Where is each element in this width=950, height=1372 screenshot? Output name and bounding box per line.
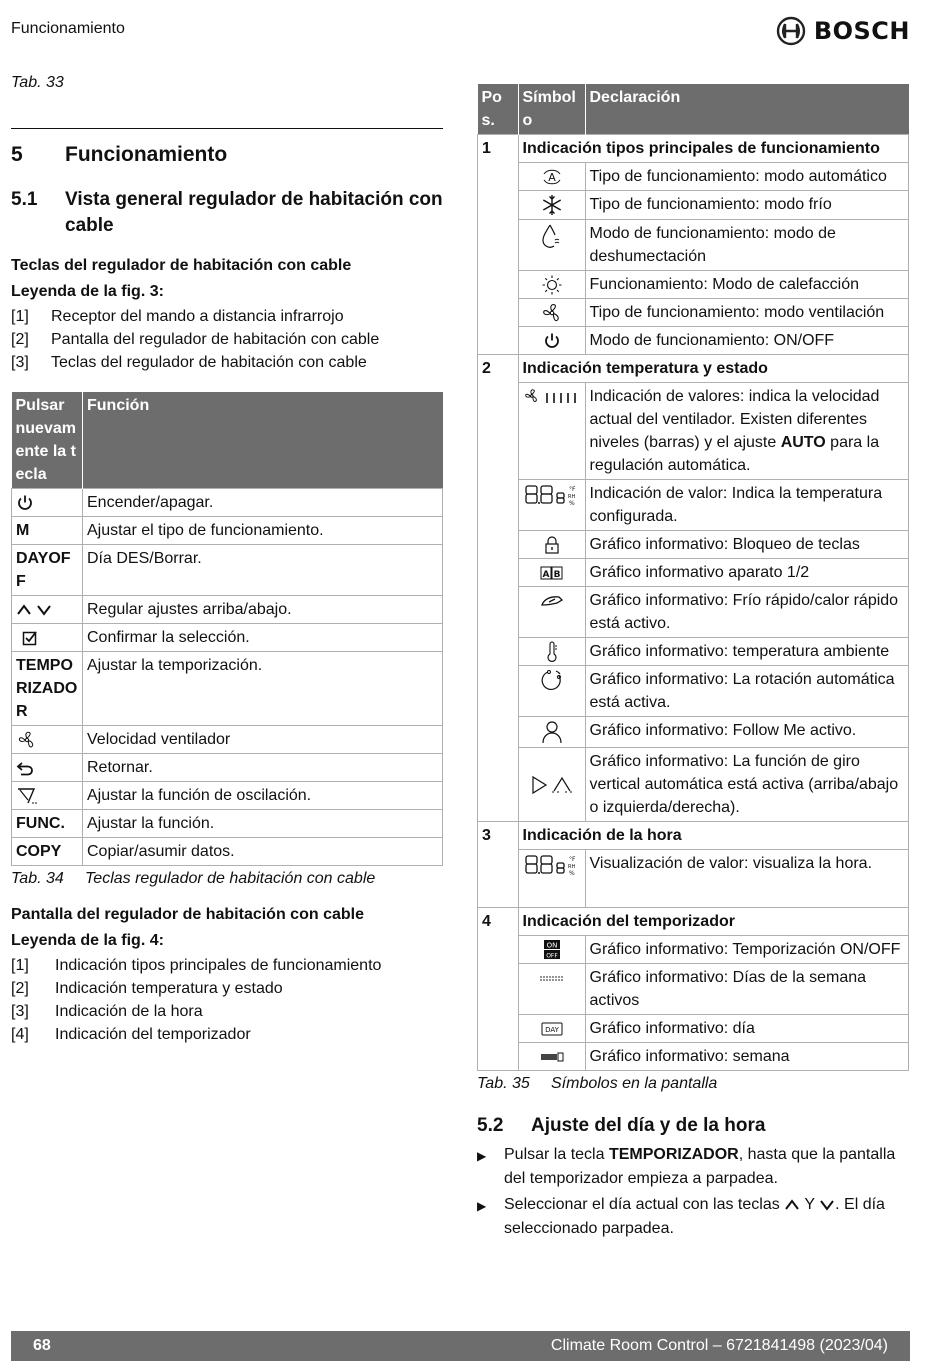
svg-text:A: A xyxy=(542,569,549,580)
fan-icon xyxy=(540,302,564,324)
display-title: Pantalla del regulador de habitación con cable xyxy=(11,906,364,923)
bosch-logo xyxy=(776,16,910,46)
table-row: Encender/apagar. xyxy=(12,489,443,517)
svg-text:%: % xyxy=(568,870,575,877)
ab-icon xyxy=(540,565,564,581)
document-id: Climate Room Control – 6721841498 (2023/04) xyxy=(550,1337,888,1354)
weekdays-icon xyxy=(539,973,565,983)
list-item: [2] Pantalla del regulador de habitación con cable xyxy=(11,331,380,348)
keys-legend-title: Leyenda de la fig. 3: xyxy=(11,283,164,300)
table-row: Confirmar la selección. xyxy=(12,624,443,652)
tab33-caption: Tab. 33 xyxy=(11,74,64,91)
table-header: Pos. xyxy=(478,84,519,135)
bullet-triangle-icon: ▶ xyxy=(477,1149,487,1163)
table-row: Modo de funcionamiento: ON/OFF xyxy=(478,327,909,355)
list-item: ▶ Pulsar la tecla TEMPORIZADOR, hasta que la pantalla del temporizador empieza a parpadea. xyxy=(477,1143,909,1191)
group-row: 2 Indicación temperatura y estado xyxy=(478,355,909,383)
table-row: °F RH % Indicación de valor: Indica la temperatura configurada. xyxy=(478,480,909,531)
table-row: Modo de funcionamiento: modo de deshumectación xyxy=(478,220,909,271)
svg-text:°F: °F xyxy=(568,486,575,493)
thermometer-icon xyxy=(544,641,560,663)
table-header: Función xyxy=(83,392,443,489)
table-row: Tipo de funcionamiento: modo ventilación xyxy=(478,299,909,327)
display-legend xyxy=(11,954,443,1046)
keys-legend xyxy=(11,305,443,374)
svg-text:OFF: OFF xyxy=(545,952,558,960)
chapter-rule xyxy=(11,128,443,129)
symbols-table xyxy=(477,84,909,1071)
keys-title: Teclas del regulador de habitación con cable xyxy=(11,257,352,274)
svg-text:B: B xyxy=(553,569,560,580)
turbo-icon xyxy=(539,593,565,609)
table-row: Gráfico informativo: Bloqueo de teclas xyxy=(478,531,909,559)
svg-text:RH: RH xyxy=(567,864,575,870)
group-row: 1 Indicación tipos principales de funcionamiento xyxy=(478,135,909,163)
table-row: A Tipo de funcionamiento: modo automático xyxy=(478,163,909,191)
table-row: DAY Gráfico informativo: día xyxy=(478,1015,909,1043)
section-number: 5.2 xyxy=(477,1115,504,1136)
seven-segment-icon xyxy=(524,852,580,880)
list-item: [2] Indicación temperatura y estado xyxy=(11,980,283,997)
table-row: Gráfico informativo: temperatura ambiente xyxy=(478,638,909,666)
svg-text:ON: ON xyxy=(546,941,557,950)
table-row: FUNC. Ajustar la función. xyxy=(12,810,443,838)
table-row: COPY Copiar/asumir datos. xyxy=(12,838,443,866)
person-icon xyxy=(540,719,564,745)
section-5-1-heading xyxy=(11,187,443,239)
list-item: [1] Receptor del mando a distancia infrarrojo xyxy=(11,308,344,325)
section-title: Ajuste del día y de la hora xyxy=(531,1115,766,1136)
fan-bars-icon xyxy=(523,388,581,406)
day-icon xyxy=(541,1022,563,1036)
table-row: Regular ajustes arriba/abajo. xyxy=(12,596,443,624)
left-column xyxy=(11,74,443,1046)
table-row: Velocidad ventilador xyxy=(12,726,443,754)
table-row: Gráfico informativo: Días de la semana activos xyxy=(478,964,909,1015)
bosch-armature-icon xyxy=(776,16,806,46)
brand-wordmark: BOSCH xyxy=(813,17,910,45)
keys-table xyxy=(11,392,443,866)
table-row: ON OFF Gráfico informativo: Temporización ON/OFF xyxy=(478,936,909,964)
list-item: [3] Indicación de la hora xyxy=(11,1003,203,1020)
section-number: 5.1 xyxy=(11,189,38,210)
table-row: Gráfico informativo: Frío rápido/calor rápido está activo. xyxy=(478,587,909,638)
list-item: [3] Teclas del regulador de habitación con cable xyxy=(11,354,367,371)
week-icon xyxy=(540,1051,564,1063)
auto-mode-icon xyxy=(540,167,564,187)
section-5-2-heading xyxy=(477,1115,909,1137)
swing-icon xyxy=(16,786,40,806)
chapter-title: Funcionamiento xyxy=(65,143,228,166)
table-row: Gráfico informativo: La rotación automática está activa. xyxy=(478,666,909,717)
group-row: 3 Indicación de la hora xyxy=(478,822,909,850)
display-legend-title: Leyenda de la fig. 4: xyxy=(11,932,164,949)
table-header: Símbolo xyxy=(518,84,585,135)
table-row: TEMPORIZADOR Ajustar la temporización. xyxy=(12,652,443,726)
up-down-arrows-icon xyxy=(16,602,56,618)
list-item: ▶ Seleccionar el día actual con las teclas Y . El día seleccionado parpadea. xyxy=(477,1193,909,1241)
table-row: Gráfico informativo: Follow Me activo. xyxy=(478,717,909,748)
table-row: Ajustar la función de oscilación. xyxy=(12,782,443,810)
svg-text:°F: °F xyxy=(568,856,575,863)
power-icon xyxy=(16,494,34,512)
drop-icon xyxy=(540,222,564,252)
return-icon xyxy=(16,760,36,776)
svg-text:%: % xyxy=(568,500,575,507)
table-row: Retornar. xyxy=(12,754,443,782)
table-header: Declaración xyxy=(585,84,909,135)
fan-icon xyxy=(16,730,38,750)
page-footer xyxy=(11,1331,910,1361)
group-row: 4 Indicación del temporizador xyxy=(478,908,909,936)
tab35-caption: Tab. 35 Símbolos en la pantalla xyxy=(477,1075,718,1092)
list-item: [4] Indicación del temporizador xyxy=(11,1026,251,1043)
lock-icon xyxy=(542,535,562,555)
swing-vertical-icon xyxy=(530,773,574,797)
instruction-steps xyxy=(477,1143,909,1241)
table-row: °F RH % Visualización de valor: visualiza la hora. xyxy=(478,850,909,908)
chapter-heading xyxy=(11,143,443,167)
table-row: Indicación de valores: indica la velocidad actual del ventilador. Existen diferentes niveles (barras) y el ajuste AUTO para la regulación automática. xyxy=(478,383,909,480)
svg-text:RH: RH xyxy=(567,494,575,500)
table-row: DAYOFF Día DES/Borrar. xyxy=(12,545,443,596)
sun-icon xyxy=(540,274,564,296)
chapter-number: 5 xyxy=(11,143,23,166)
on-off-icon xyxy=(543,939,561,961)
snowflake-icon xyxy=(540,193,564,217)
svg-text:DAY: DAY xyxy=(544,1025,559,1034)
seven-segment-icon xyxy=(524,482,580,510)
up-arrow-icon xyxy=(784,1198,800,1212)
table-row: Gráfico informativo: La función de giro vertical automática está activa (arriba/abajo o izquierda/derecha). xyxy=(478,748,909,822)
page-number: 68 xyxy=(33,1337,51,1354)
table-header: Pulsar nuevamente la tecla xyxy=(12,392,83,489)
running-header: Funcionamiento xyxy=(11,20,125,37)
list-item: [1] Indicación tipos principales de funcionamiento xyxy=(11,957,382,974)
table-row: Gráfico informativo: semana xyxy=(478,1043,909,1071)
table-row: A B Gráfico informativo aparato 1/2 xyxy=(478,559,909,587)
bullet-triangle-icon: ▶ xyxy=(477,1199,487,1213)
down-arrow-icon xyxy=(819,1198,835,1212)
rotation-icon xyxy=(540,668,564,692)
section-title: Vista general regulador de habitación con cable xyxy=(65,189,443,236)
power-icon xyxy=(543,332,561,350)
svg-text:A: A xyxy=(547,170,556,184)
table-row: Funcionamiento: Modo de calefacción xyxy=(478,271,909,299)
tab34-caption: Tab. 34 Teclas regulador de habitación con cable xyxy=(11,870,376,887)
table-row: Tipo de funcionamiento: modo frío xyxy=(478,191,909,220)
table-row: M Ajustar el tipo de funcionamiento. xyxy=(12,517,443,545)
checkbox-icon xyxy=(22,630,38,646)
right-column xyxy=(477,84,909,1243)
